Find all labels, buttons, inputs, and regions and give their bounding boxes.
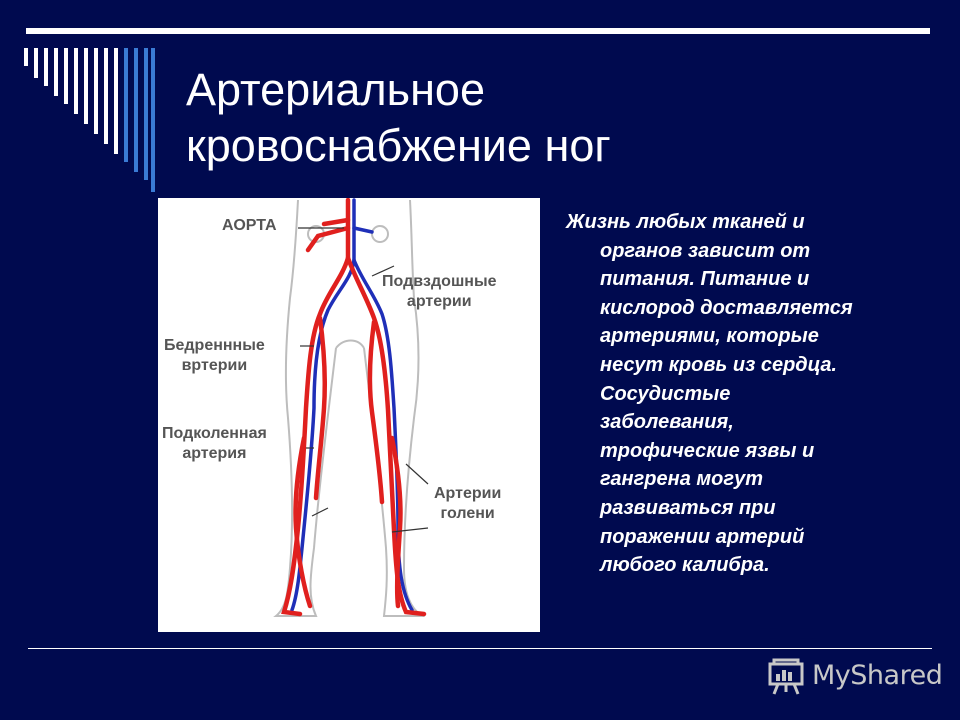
leg-anatomy-drawing [158,198,540,632]
label-femoral-arteries: Бедреннные вртерии [164,337,265,374]
label-popliteal-artery: Подколенная артерия [162,425,267,462]
slide-title [186,62,826,174]
label-iliac-arteries: Подвздошные артерии [382,273,497,310]
stripe-decoration [24,48,164,198]
label-aorta: АОРТА [222,217,277,234]
label-tibial-arteries: Артерии голени [434,485,502,522]
presentation-board-icon [766,656,806,696]
top-rule [26,28,930,34]
title-line-1: Артериальное [186,64,485,115]
watermark-brand: MyShared [812,660,943,691]
title-line-2: кровоснабжение ног [186,120,611,171]
myshared-watermark[interactable] [766,656,946,696]
leg-arteries-illustration [158,198,540,632]
bottom-rule [28,648,932,649]
body-paragraph: Жизнь любых тканей и органов зависит от питания. Питание и кислород доставляется артериями, которые несут кровь из сердца. Сосудистые заболевания, трофические язвы и гангрена могут развиваться при поражении артерий любого калибра. [566,211,853,577]
